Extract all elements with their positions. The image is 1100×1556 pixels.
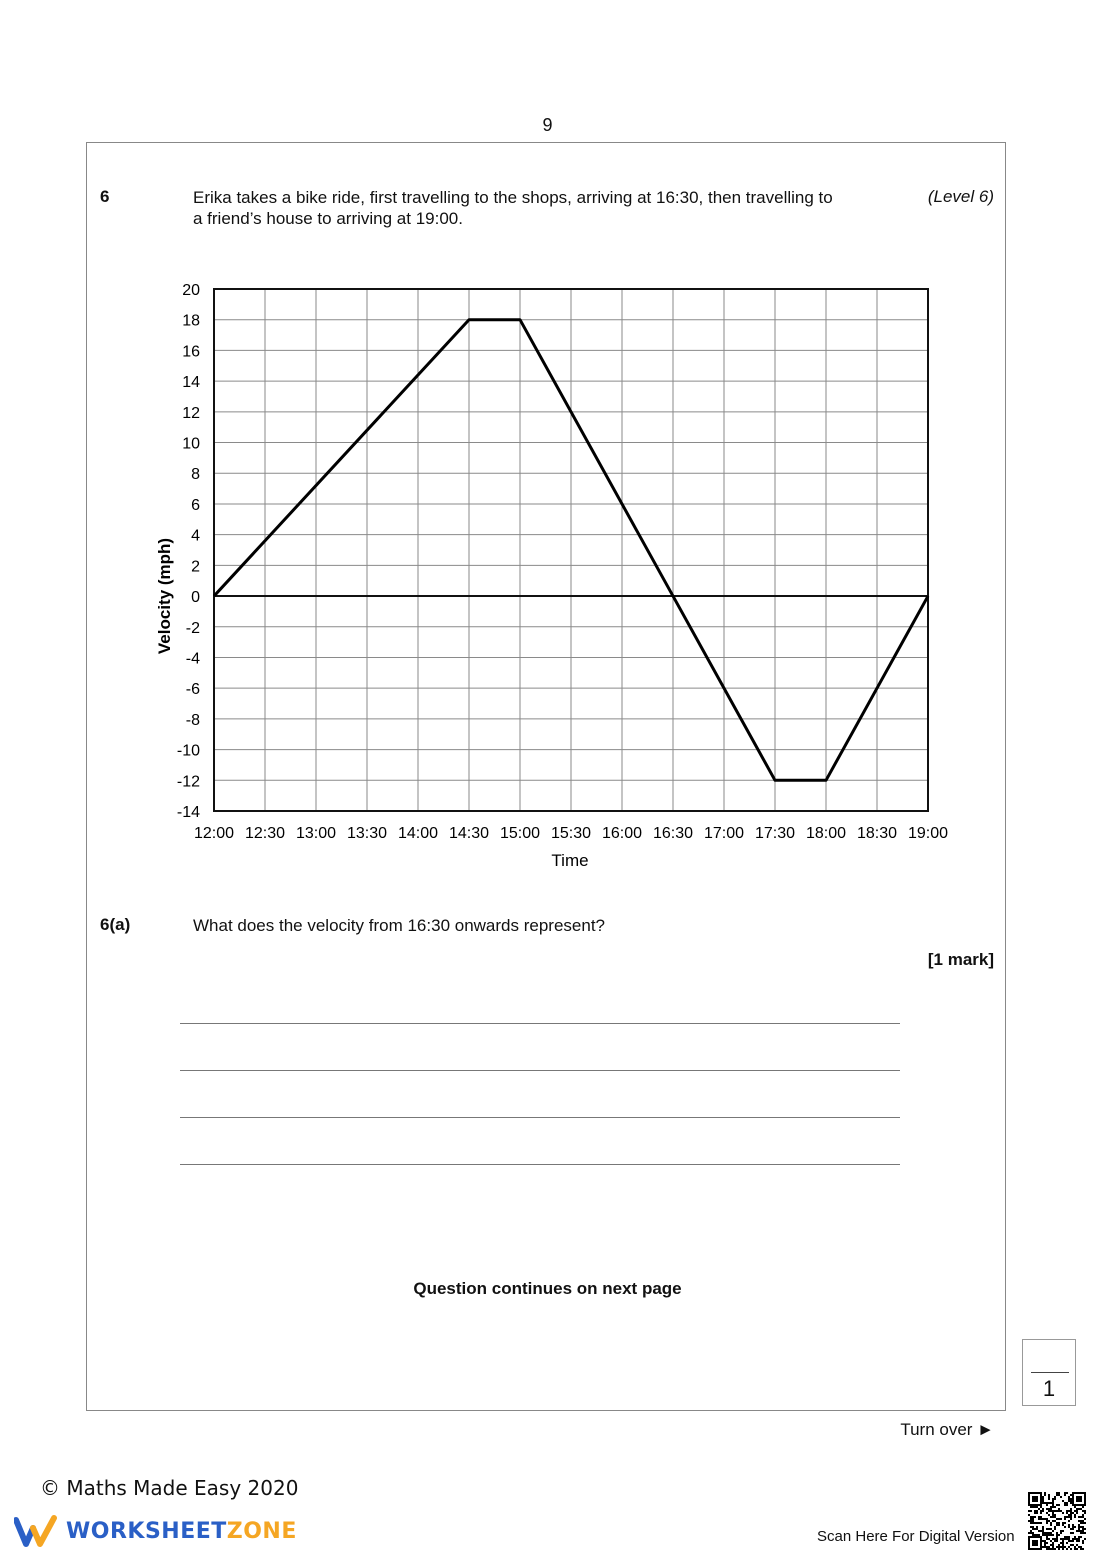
x-tick-label: 14:00 — [397, 825, 439, 842]
question-number: 6 — [100, 187, 110, 206]
part-a-number: 6(a) — [100, 915, 131, 934]
x-tick-label: 13:00 — [295, 825, 337, 842]
y-tick-label: -8 — [185, 711, 200, 729]
y-tick-label: 18 — [182, 312, 200, 330]
y-tick-label: 10 — [182, 435, 200, 453]
y-tick-label: 12 — [182, 404, 200, 422]
y-tick-label: 20 — [182, 282, 200, 299]
x-tick-label: 18:30 — [856, 825, 898, 842]
y-tick-label: 16 — [182, 343, 200, 361]
x-tick-label: 19:00 — [907, 825, 949, 842]
level-label: (Level 6) — [927, 187, 994, 206]
continues-note: Question continues on next page — [413, 1279, 682, 1298]
y-tick-label: -12 — [176, 773, 200, 791]
y-tick-label: -6 — [185, 681, 200, 699]
mark-label: [1 mark] — [927, 950, 994, 969]
y-tick-label: -10 — [176, 742, 200, 760]
x-tick-label: 16:00 — [601, 825, 643, 842]
x-tick-label: 15:00 — [499, 825, 541, 842]
x-tick-label: 18:00 — [805, 825, 847, 842]
y-tick-label: 0 — [191, 589, 200, 607]
x-axis-label: Time — [551, 851, 589, 870]
answer-line[interactable] — [180, 1164, 900, 1165]
worksheetzone-logo-icon — [14, 1514, 60, 1548]
x-tick-label: 15:30 — [550, 825, 592, 842]
turn-over-label: Turn over ► — [900, 1420, 994, 1439]
x-tick-label: 16:30 — [652, 825, 694, 842]
brand-name-part1: WORKSHEET — [66, 1519, 227, 1544]
page-number: 9 — [542, 115, 553, 135]
y-tick-label: 4 — [191, 527, 200, 545]
answer-line[interactable] — [180, 1023, 900, 1024]
question-text-line2: a friend’s house to arriving at 19:00. — [193, 209, 463, 228]
chart-grid — [214, 289, 928, 811]
score-value: 1 — [1042, 1376, 1056, 1401]
velocity-time-graph — [140, 270, 970, 880]
y-tick-label: 8 — [191, 466, 200, 484]
y-axis-label: Velocity (mph) — [155, 537, 174, 655]
y-tick-label: 6 — [191, 496, 200, 514]
answer-line[interactable] — [180, 1117, 900, 1118]
x-tick-label: 13:30 — [346, 825, 388, 842]
brand-name — [66, 1519, 297, 1544]
x-tick-label: 17:30 — [754, 825, 796, 842]
copyright-text: © Maths Made Easy 2020 — [40, 1476, 299, 1500]
answer-line[interactable] — [180, 1070, 900, 1071]
scan-text: Scan Here For Digital Version — [817, 1528, 1015, 1545]
part-a-text: What does the velocity from 16:30 onwards represent? — [193, 916, 605, 935]
brand-name-part2: ZONE — [226, 1519, 297, 1544]
y-tick-label: 2 — [191, 558, 200, 576]
x-tick-labels — [194, 825, 948, 842]
qr-code-icon[interactable] — [1028, 1492, 1086, 1550]
score-divider — [1031, 1372, 1069, 1373]
y-tick-label: 14 — [182, 374, 200, 392]
x-tick-label: 14:30 — [448, 825, 490, 842]
x-tick-label: 12:00 — [193, 825, 235, 842]
x-tick-label: 12:30 — [244, 825, 286, 842]
y-tick-label: -2 — [185, 619, 200, 637]
x-tick-label: 17:00 — [703, 825, 745, 842]
y-tick-label: -4 — [185, 650, 200, 668]
y-tick-labels — [177, 282, 200, 821]
question-text-line1: Erika takes a bike ride, first travelling to the shops, arriving at 16:30, then travelling to — [193, 188, 833, 207]
y-tick-label: -14 — [176, 804, 200, 821]
